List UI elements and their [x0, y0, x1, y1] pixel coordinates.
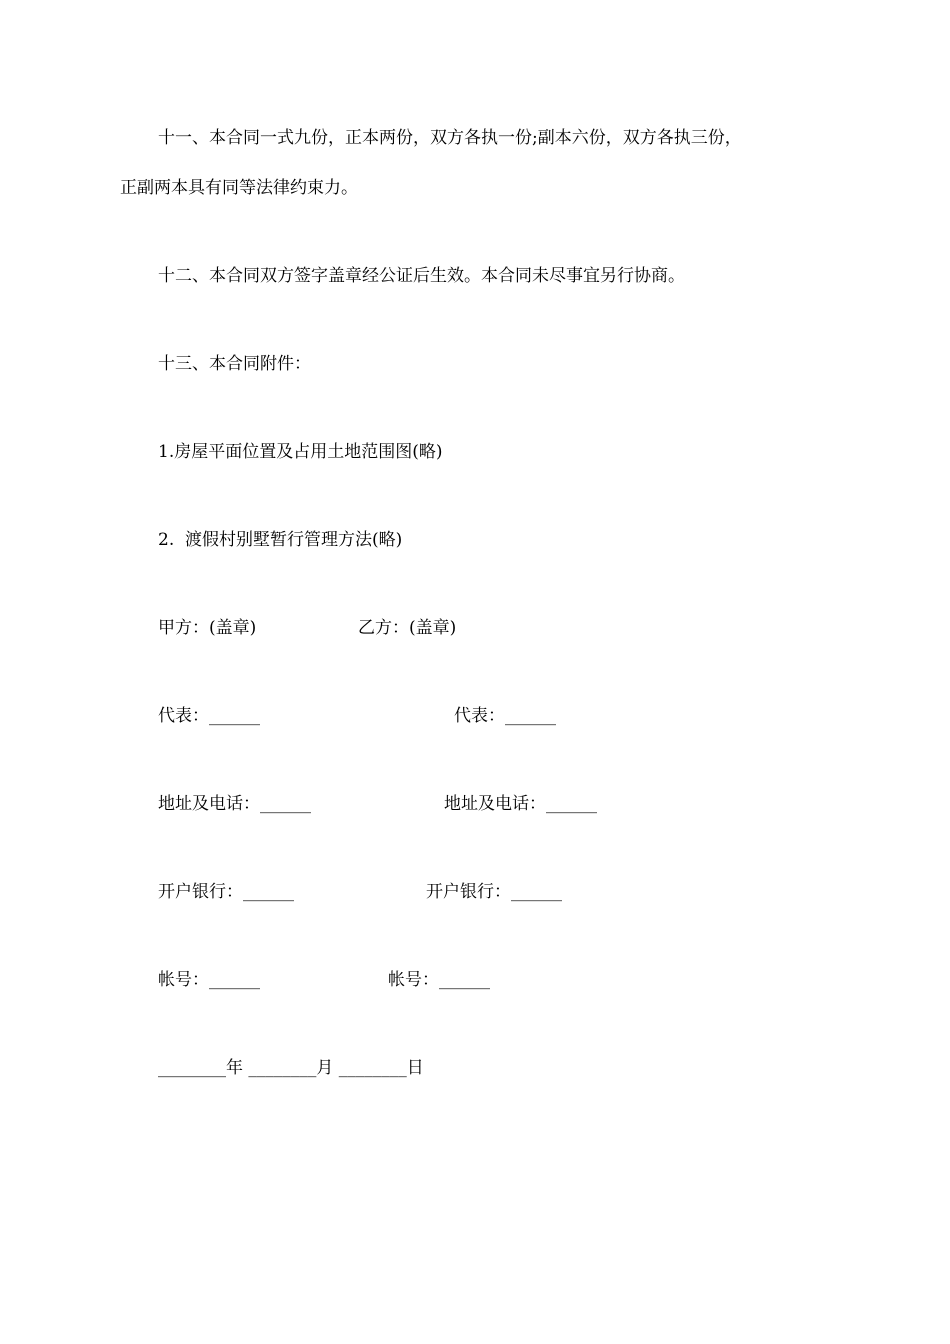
attachment-2: 2. 渡假村别墅暂行管理方法(略) [158, 530, 403, 550]
party-b-bank: 开户银行：______ [426, 882, 562, 902]
clause-11-line-1: 十一、本合同一式九份，正本两份，双方各执一份;副本六份，双方各执三份， [158, 128, 742, 148]
date-line: ________年 ________月 ________日 [158, 1058, 424, 1078]
party-a-account: 帐号：______ [158, 970, 260, 990]
party-a-address-phone: 地址及电话：______ [158, 794, 311, 814]
clause-12: 十二、本合同双方签字盖章经公证后生效。本合同未尽事宜另行协商。 [158, 266, 685, 286]
party-b-representative: 代表：______ [454, 706, 556, 726]
party-b-label: 乙方：(盖章) [358, 618, 457, 638]
party-a-representative: 代表：______ [158, 706, 260, 726]
clause-13: 十三、本合同附件： [158, 354, 311, 374]
party-b-account: 帐号：______ [388, 970, 490, 990]
party-a-label: 甲方：(盖章) [158, 618, 257, 638]
clause-11-line-2: 正副两本具有同等法律约束力。 [120, 178, 358, 198]
party-a-bank: 开户银行：______ [158, 882, 294, 902]
attachment-1: 1.房屋平面位置及占用土地范围图(略) [158, 442, 443, 462]
party-b-address-phone: 地址及电话：______ [444, 794, 597, 814]
